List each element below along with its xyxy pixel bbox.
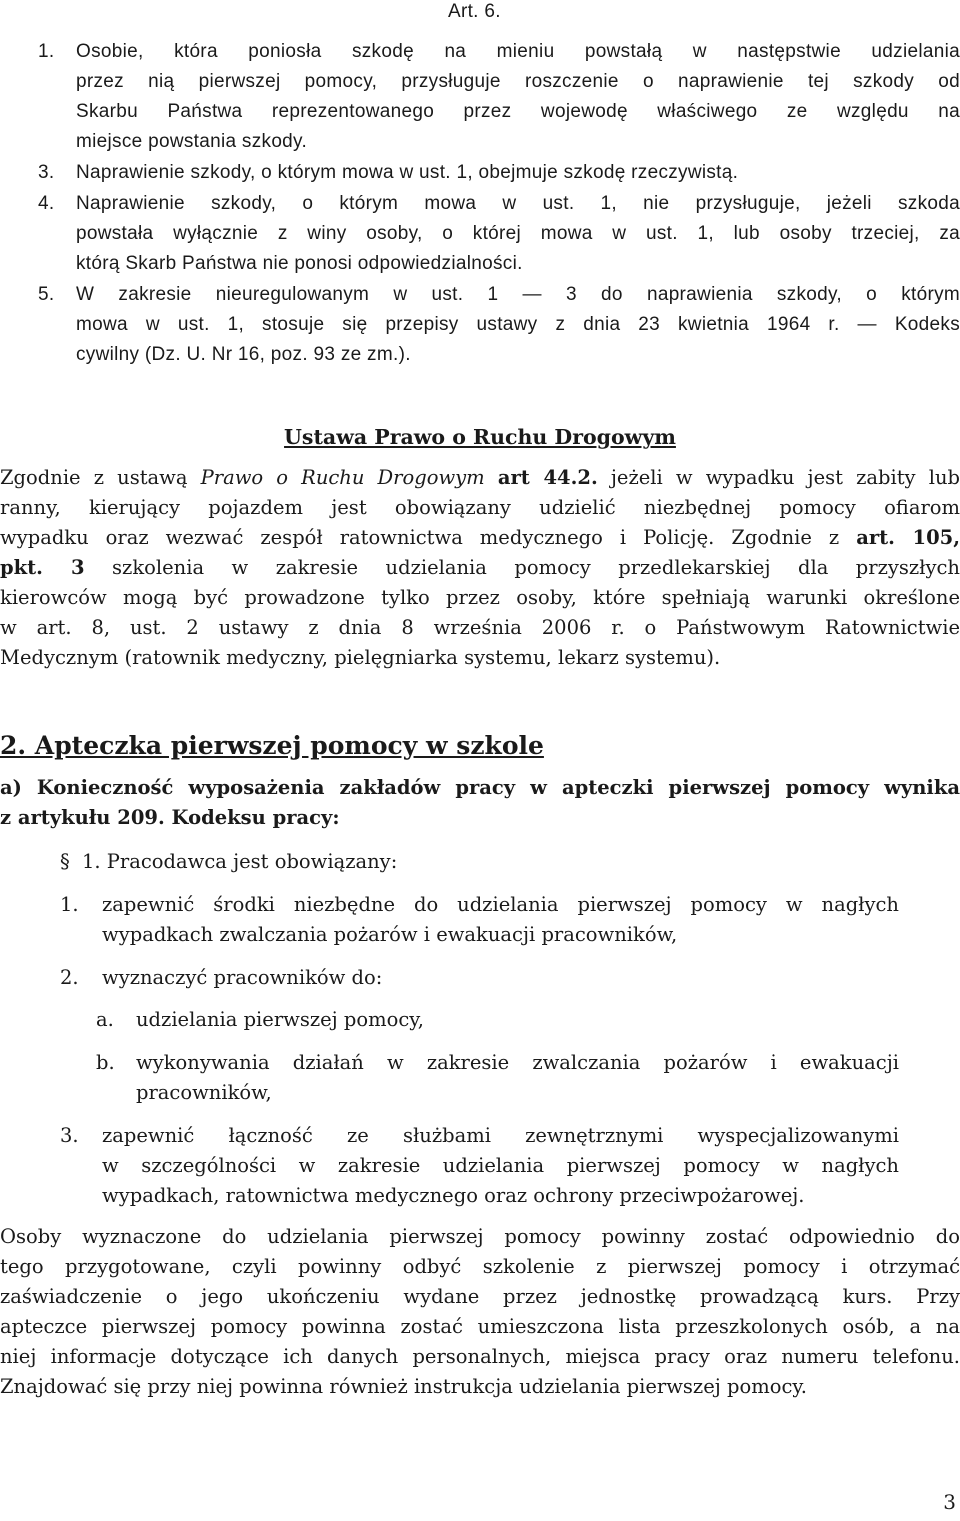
ustawa-line6: w art. 8, ust. 2 ustawy z dnia 8 września 2006 r. o Państwowym Ratownictwie	[0, 616, 960, 639]
list-item-3-line2: w szczególności w zakresie udzielania pierwszej pomocy w nagłych	[102, 1154, 899, 1177]
page-number: 3	[943, 1490, 956, 1514]
sub-item-letter-b: b.	[96, 1051, 115, 1074]
subsection-a-line1: a) Konieczność wyposażenia zakładów pracy w apteczki pierwszej pomocy wynika	[0, 776, 960, 799]
ustawa-line1-rest: jeżeli w wypadku jest zabity lub	[610, 466, 960, 489]
ustawa-line1-intro: Zgodnie z ustawą	[0, 466, 188, 489]
subsection-a-line2: z artykułu 209. Kodeksu pracy:	[0, 806, 340, 829]
item-number-1: 1.	[38, 41, 55, 62]
ustawa-line5: kierowców mogą być prowadzone tylko przez osoby, które spełniają warunki określone	[0, 586, 960, 609]
closing-line-3: zaświadczenie o jego ukończeniu wydane przez jednostkę prowadzącą kurs. Przy	[0, 1285, 960, 1308]
art6-p5-line2: mowa w ust. 1, stosuje się przepisy ustawy z dnia 23 kwietnia 1964 r. — Kodeks	[76, 314, 960, 335]
art6-p1-line2: przez nią pierwszej pomocy, przysługuje roszczenie o naprawienie tej szkody od	[76, 71, 960, 92]
ustawa-line4	[0, 556, 960, 580]
art6-p1-line3: Skarbu Państwa reprezentowanego przez wojewodę właściwego ze względu na	[76, 101, 960, 122]
paragraph-symbol: §	[60, 850, 70, 873]
ustawa-line1	[0, 466, 960, 490]
ustawa-line4-point: pkt. 3	[0, 556, 85, 579]
sub-item-letter-a: a.	[96, 1008, 114, 1031]
paragraph-intro: 1. Pracodawca jest obowiązany:	[82, 850, 398, 873]
art6-p3-line1: Naprawienie szkody, o którym mowa w ust. 1, obejmuje szkodę rzeczywistą.	[76, 162, 739, 183]
article-heading: Art. 6.	[448, 1, 501, 22]
closing-line-6: Znajdować się przy niej powinna również instrukcja udzielania pierwszej pomocy.	[0, 1375, 807, 1398]
list-item-3-line3: wypadkach, ratownictwa medycznego oraz ochrony przeciwpożarowej.	[102, 1184, 805, 1207]
ustawa-line3	[0, 526, 960, 550]
sub-item-b-line2: pracowników,	[136, 1081, 272, 1104]
art6-p1-line4: miejsce powstania szkody.	[76, 131, 308, 152]
art6-p4-line1: Naprawienie szkody, o którym mowa w ust. 1, nie przysługuje, jeżeli szkoda	[76, 193, 960, 214]
art6-p4-line3: którą Skarb Państwa nie ponosi odpowiedzialności.	[76, 253, 523, 274]
art6-p4-line2: powstała wyłącznie z winy osoby, o której mowa w ust. 1, lub osoby trzeciej, za	[76, 223, 960, 244]
closing-line-4: apteczce pierwszej pomocy powinna zostać umieszczona lista przeszkolonych osób, a na	[0, 1315, 960, 1338]
ustawa-line3-text: wypadku oraz wezwać zespół ratownictwa medycznego i Policję. Zgodnie z	[0, 526, 840, 549]
list-item-number-2: 2.	[60, 966, 79, 989]
ustawa-line4-text: szkolenia w zakresie udzielania pomocy przedlekarskiej dla przyszłych	[112, 556, 960, 579]
ustawa-line2: ranny, kierujący pojazdem jest obowiązany udzielić niezbędnej pomocy ofiarom	[0, 496, 960, 519]
item-number-5: 5.	[38, 284, 55, 305]
list-item-3-line1: zapewnić łączność ze służbami zewnętrznymi wyspecjalizowanymi	[102, 1124, 899, 1147]
ustawa-line1-act-name: Prawo o Ruchu Drogowym	[200, 466, 485, 489]
ustawa-line1-article: art 44.2.	[497, 466, 598, 489]
list-item-1-line2: wypadkach zwalczania pożarów i ewakuacji pracowników,	[102, 923, 678, 946]
art6-p1-line1: Osobie, która poniosła szkodę na mieniu powstałą w następstwie udzielania	[76, 41, 960, 62]
sub-item-b-line1: wykonywania działań w zakresie zwalczania pożarów i ewakuacji	[136, 1051, 899, 1074]
closing-line-2: tego przygotowane, czyli powinny odbyć szkolenie z pierwszej pomocy i otrzymać	[0, 1255, 960, 1278]
art6-p5-line1: W zakresie nieuregulowanym w ust. 1 — 3 do naprawienia szkody, o którym	[76, 284, 960, 305]
list-item-2-line1: wyznaczyć pracowników do:	[102, 966, 383, 989]
item-number-4: 4.	[38, 193, 55, 214]
ustawa-line3-article: art. 105,	[856, 526, 960, 549]
ustawa-line7: Medycznym (ratownik medyczny, pielęgniarka systemu, lekarz systemu).	[0, 646, 721, 669]
closing-line-5: niej informacje dotyczące ich danych personalnych, miejsca pracy oraz numeru telefonu.	[0, 1345, 960, 1368]
list-item-1-line1: zapewnić środki niezbędne do udzielania pierwszej pomocy w nagłych	[102, 893, 899, 916]
sub-item-a-line1: udzielania pierwszej pomocy,	[136, 1008, 424, 1031]
section-title: Ustawa Prawo o Ruchu Drogowym	[284, 425, 676, 449]
art6-p5-line3: cywilny (Dz. U. Nr 16, poz. 93 ze zm.).	[76, 344, 411, 365]
list-item-number-3: 3.	[60, 1124, 79, 1147]
item-number-3: 3.	[38, 162, 55, 183]
closing-line-1: Osoby wyznaczone do udzielania pierwszej pomocy powinny zostać odpowiednio do	[0, 1225, 960, 1248]
section-2-heading: 2. Apteczka pierwszej pomocy w szkole	[0, 731, 544, 760]
list-item-number-1: 1.	[60, 893, 79, 916]
